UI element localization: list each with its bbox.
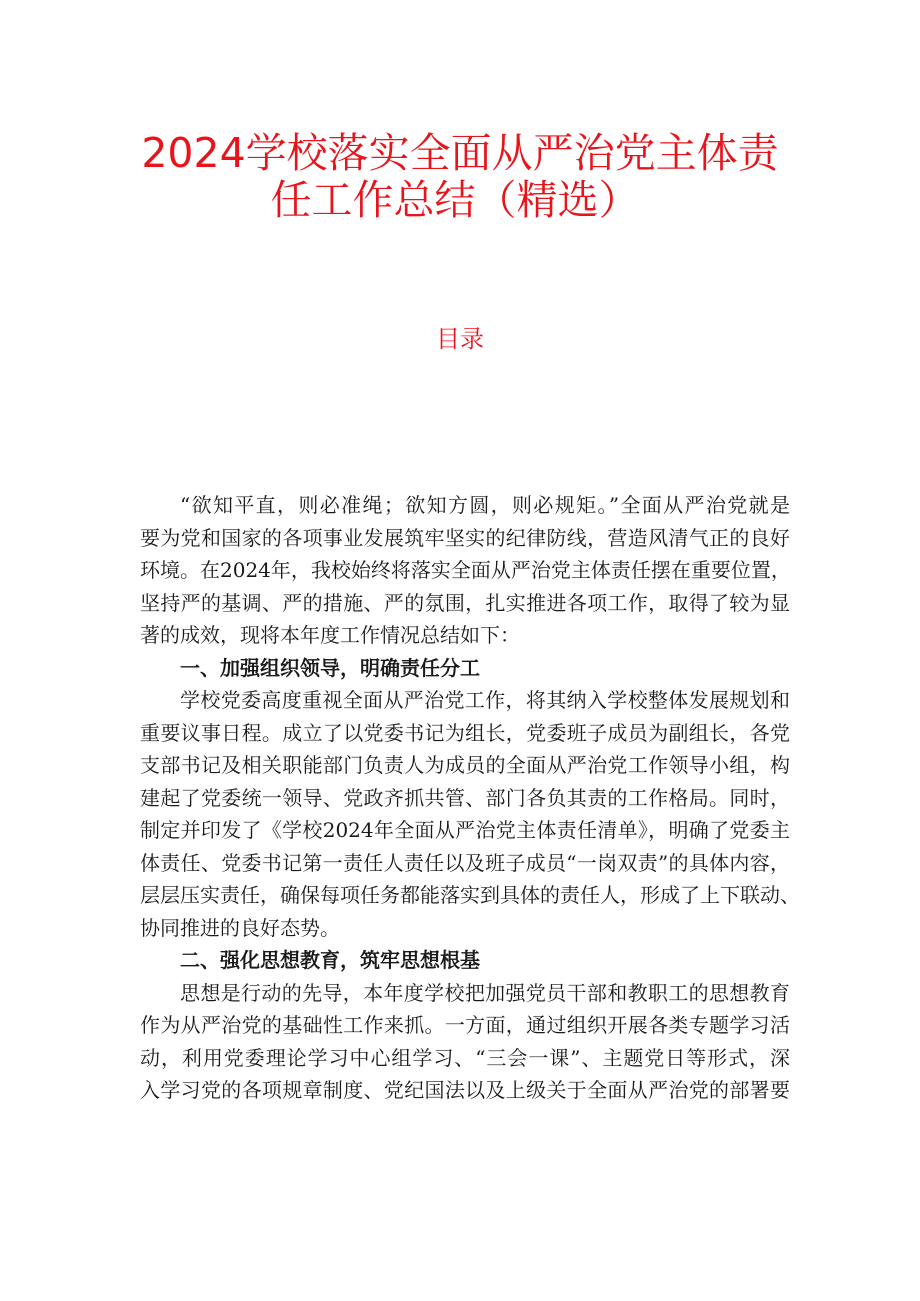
- section-2-line: 入学习党的各项规章制度、党纪国法以及上级关于全面从严治党的部署要: [140, 1078, 790, 1102]
- toc-label: 目录: [436, 325, 484, 353]
- section-1-line: 层层压实责任，确保每项任务都能落实到具体的责任人，形成了上下联动、: [140, 883, 800, 907]
- intro-line: “欲知平直，则必准绳；欲知方圆，则必规矩。”全面从严治党就是: [180, 493, 790, 517]
- intro-line: 环境。在2024年，我校始终将落实全面从严治党主体责任摆在重要位置，: [140, 558, 791, 582]
- intro-line: 著的成效，现将本年度工作情况总结如下：: [140, 623, 520, 647]
- document-body: [140, 489, 800, 1107]
- section-1-line: 协同推进的良好态势。: [140, 915, 340, 940]
- section-1-heading: 一、加强组织领导，明确责任分工: [180, 655, 480, 680]
- section-2-line: 动，利用党委理论学习中心组学习、“三会一课”、主题党日等形式，深: [140, 1045, 790, 1070]
- section-2-line: 思想是行动的先导，本年度学校把加强党员干部和教职工的思想教育: [180, 980, 790, 1005]
- section-1-line: 体责任、党委书记第一责任人责任以及班子成员“一岗双责”的具体内容，: [140, 850, 790, 875]
- section-1-line: 制定并印发了《学校2024年全面从严治党主体责任清单》，明确了党委主: [140, 818, 790, 842]
- document-title-line-1: 2024学校落实全面从严治党主体责: [141, 129, 779, 177]
- section-1-line: 建起了党委统一领导、党政齐抓共管、部门各负其责的工作格局。同时，: [140, 785, 790, 810]
- section-1-line: 学校党委高度重视全面从严治党工作，将其纳入学校整体发展规划和: [180, 688, 790, 712]
- intro-line: 坚持严的基调、严的措施、严的氛围，扎实推进各项工作，取得了较为显: [140, 590, 790, 615]
- intro-line: 要为党和国家的各项事业发展筑牢坚实的纪律防线，营造风清气正的良好: [140, 525, 790, 550]
- section-1-line: 支部书记及相关职能部门负责人为成员的全面从严治党工作领导小组，构: [140, 753, 790, 777]
- section-2-heading: 二、强化思想教育，筑牢思想根基: [180, 948, 480, 972]
- document-title-line-2: 任工作总结（精选）: [270, 176, 640, 224]
- section-1-line: 重要议事日程。成立了以党委书记为组长，党委班子成员为副组长，各党: [140, 720, 790, 745]
- section-2-line: 作为从严治党的基础性工作来抓。一方面，通过组织开展各类专题学习活: [140, 1013, 790, 1037]
